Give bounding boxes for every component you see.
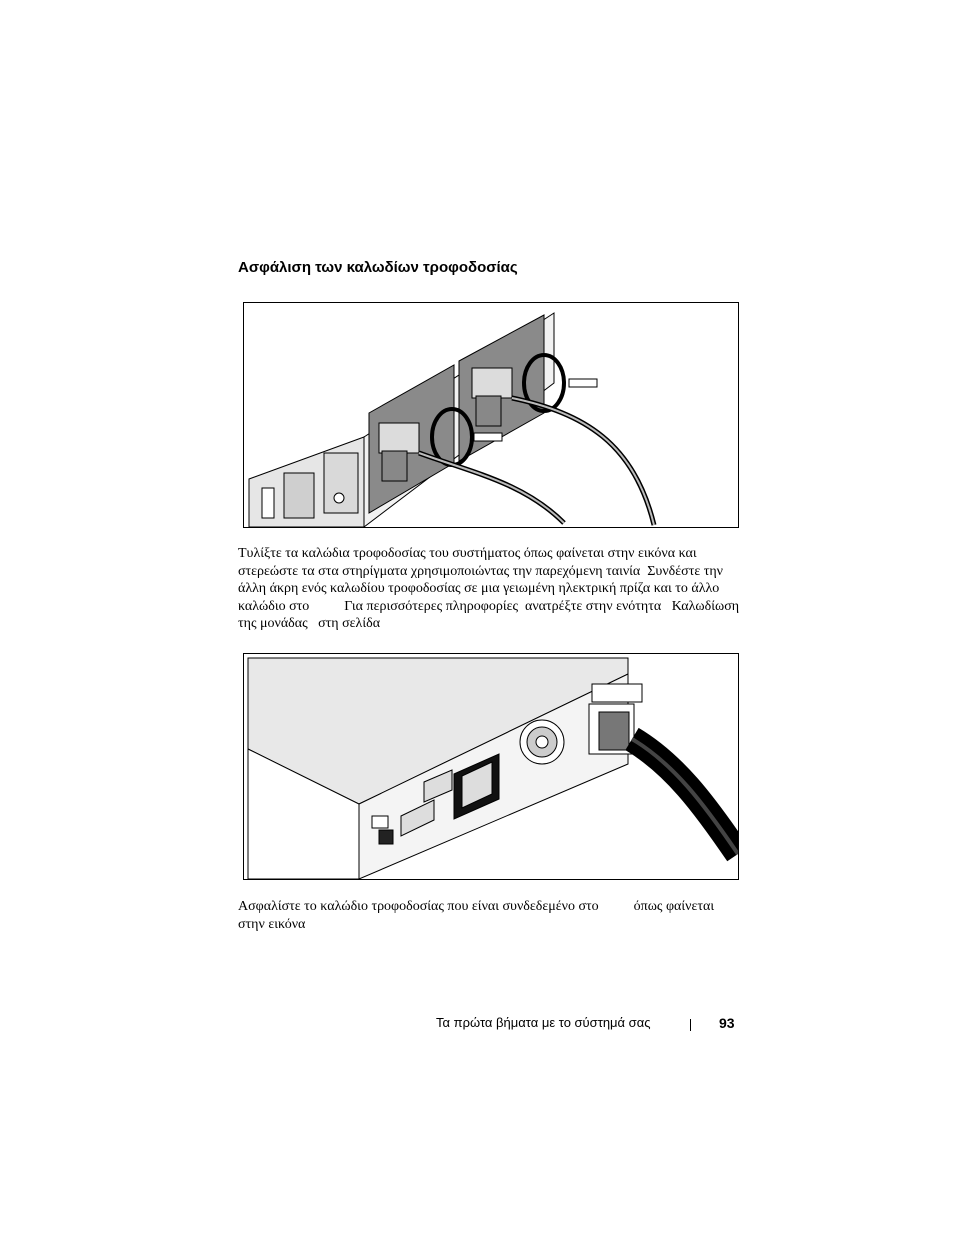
text-line: καλώδιο στο Για περισσότερες πληροφορίες ανατρέξτε στην ενότητα Καλωδίωση [238,598,740,614]
text-line: Τυλίξτε τα καλώδια τροφοδοσίας του συστήματος όπως φαίνεται στην εικόνα και [238,546,697,561]
instruction-paragraph-1 [238,545,738,633]
section-heading: Ασφάλιση των καλωδίων τροφοδοσίας [238,259,518,276]
server-power-cables-illustration [244,303,738,527]
text-line: της μονάδας στη σελίδα [238,616,381,632]
footer-title: Τα πρώτα βήματα με το σύστημά σας [436,1015,651,1030]
figure-ups-power-cable [243,653,739,880]
ups-power-cable-illustration [244,654,738,879]
text-line: άλλη άκρη ενός καλωδίου τροφοδοσίας σε μια γειωμένη ηλεκτρική πρίζα και το άλλο [238,581,720,597]
footer-separator [690,1019,691,1031]
figure-server-power-cables [243,302,739,528]
text-line: Ασφαλίστε το καλώδιο τροφοδοσίας που είναι συνδεδεμένο στο όπως φαίνεται [238,899,715,914]
page-footer [436,1015,736,1035]
text-line: στερεώστε τα στα στηρίγματα χρησιμοποιώντας την παρεχόμενη ταινία Συνδέστε την [238,563,723,579]
text-line: στην εικόνα [238,916,306,932]
page-number: 93 [719,1015,735,1031]
instruction-paragraph-2 [238,898,738,933]
